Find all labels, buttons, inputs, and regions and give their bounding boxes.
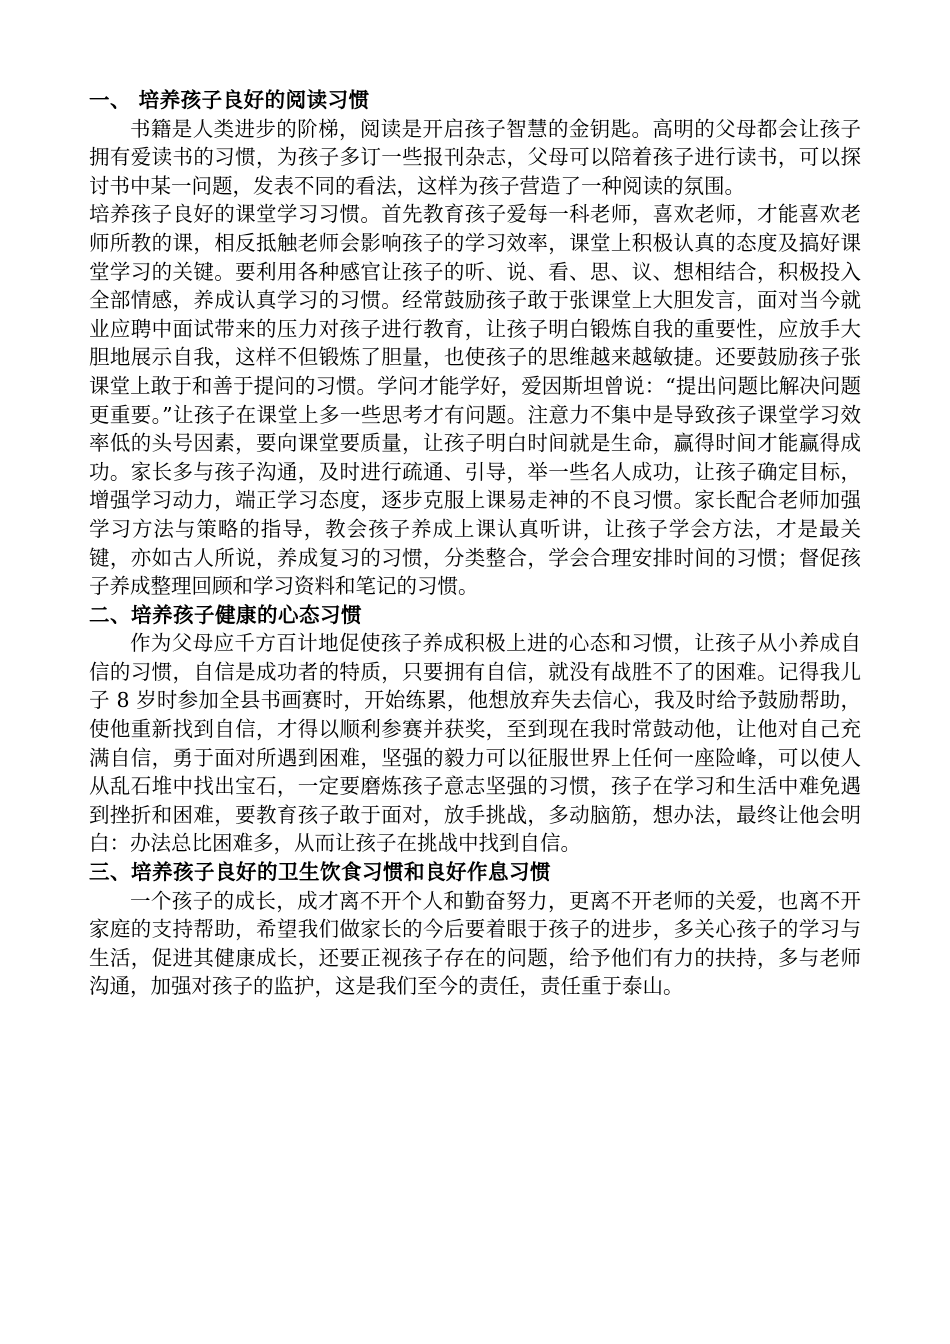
paragraph-mindset: 作为父母应千方百计地促使孩子养成积极上进的心态和习惯，让孩子从小养成自信的习惯，自信是成功者的特质，只要拥有自信，就没有战胜不了的困难。记得我儿子 8 岁时参加全县书画赛时，开始练累，他想放弃失去信心，我及时给予鼓励帮助，使他重新找到自信，才得以顺利参赛并获奖，至到现在我时常鼓动他，让他对自己充满自信，勇于面对所遇到困难，坚强的毅力可以征服世界上任何一座险峰，可以使人从乱石堆中找出宝石，一定要磨炼孩子意志坚强的习惯，孩子在学习和生活中难免遇到挫折和困难，要教育孩子敢于面对，放手挑战，多动脑筋，想办法，最终让他会明白：办法总比困难多，从而让孩子在挑战中找到自信。 [89,631,861,856]
paragraph-reading-intro: 书籍是人类进步的阶梯，阅读是开启孩子智慧的金钥匙。高明的父母都会让孩子拥有爱读书的习惯，为孩子多订一些报刊杂志，父母可以陪着孩子进行读书，可以探讨书中某一问题，发表不同的看法，这样为孩子营造了一种阅读的氛围。 [89,116,861,198]
paragraph-classroom-habits: 培养孩子良好的课堂学习习惯。首先教育孩子爱每一科老师，喜欢老师，才能喜欢老师所教的课，相反抵触老师会影响孩子的学习效率，课堂上积极认真的态度及搞好课堂学习的关键。要利用各种感官让孩子的听、说、看、思、议、想相结合，积极投入全部情感，养成认真学习的习惯。经常鼓励孩子敢于张课堂上大胆发言，面对当今就业应聘中面试带来的压力对孩子进行教育，让孩子明白锻炼自我的重要性，应放手大胆地展示自我，这样不但锻炼了胆量，也使孩子的思维越来越敏捷。还要鼓励孩子张课堂上敢于和善于提问的习惯。学问才能学好，爱因斯坦曾说：“提出问题比解决问题更重要。”让孩子在课堂上多一些思考才有问题。注意力不集中是导致孩子课堂学习效率低的头号因素，要向课堂要质量，让孩子明白时间就是生命，赢得时间才能赢得成功。家长多与孩子沟通，及时进行疏通、引导，举一些名人成功，让孩子确定目标，增强学习动力，端正学习态度，逐步克服上课易走神的不良习惯。家长配合老师加强学习方法与策略的指导，教会孩子养成上课认真听讲，让孩子学会方法，才是最关键，亦如古人所说，养成复习的习惯，分类整合，学会合理安排时间的习惯；督促孩子养成整理回顾和学习资料和笔记的习惯。 [89,202,861,599]
section-heading-mindset-habits: 二、培养孩子健康的心态习惯 [89,602,362,627]
section-heading-hygiene-habits: 三、培养孩子良好的卫生饮食习惯和良好作息习惯 [89,860,551,885]
paragraph-hygiene: 一个孩子的成长，成才离不开个人和勤奋努力，更离不开老师的关爱，也离不开家庭的支持帮助，希望我们做家长的今后要着眼于孩子的进步，多关心孩子的学习与生活，促进其健康成长，还要正视孩子存在的问题，给予他们有力的扶持，多与老师沟通，加强对孩子的监护，这是我们至今的责任，责任重于泰山。 [89,888,861,999]
document-body [89,86,861,1001]
section-heading-reading-habits: 一、 培养孩子良好的阅读习惯 [89,88,370,112]
